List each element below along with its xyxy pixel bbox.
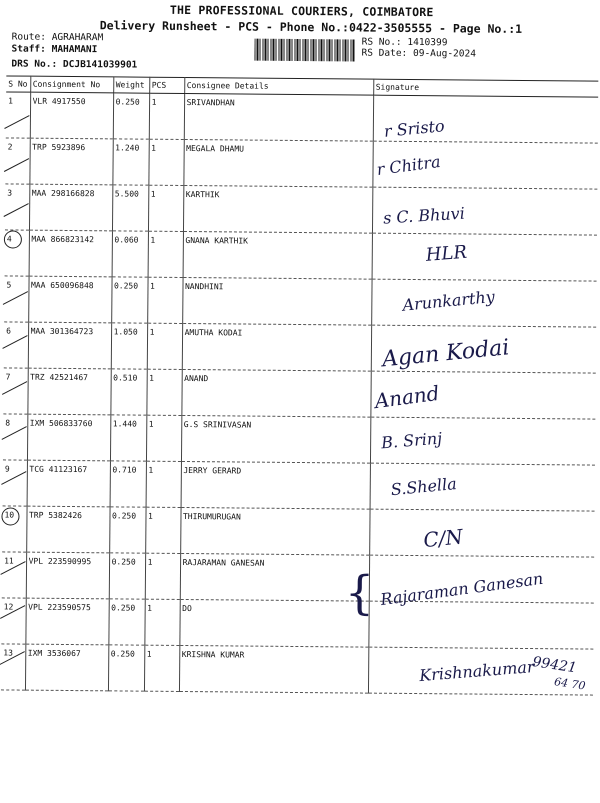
row-weight: 0.710 — [110, 461, 146, 507]
row-weight: 0.250 — [108, 645, 144, 691]
signature-10: C/N — [422, 524, 464, 553]
row-sno: 7 — [3, 368, 27, 414]
row-consignment: TRP 5382426 — [26, 506, 109, 553]
rs-date-label: RS Date: — [361, 47, 408, 59]
table-row — [5, 230, 597, 281]
row-weight: 0.250 — [113, 93, 149, 139]
signature-7: Anand — [373, 380, 441, 414]
table-row — [6, 92, 598, 143]
row-sno: 8 — [3, 414, 27, 460]
row-weight: 1.050 — [111, 323, 147, 369]
phone-note-1: 99421 — [531, 654, 578, 677]
barcode — [254, 39, 354, 62]
rs-date-value: 09-Aug-2024 — [412, 47, 477, 60]
table-row — [4, 276, 596, 327]
row-consignee: SRIVANDHAN — [184, 93, 373, 141]
signature-3: s C. Bhuvi — [382, 203, 466, 228]
drs-line — [11, 58, 137, 70]
row-consignment: MAA 298166828 — [29, 184, 112, 231]
row-consignee: GNANA KARTHIK — [183, 231, 372, 279]
circle-mark — [4, 230, 22, 248]
row-sno: 12 — [1, 598, 25, 644]
route-label: Route: — [11, 31, 47, 43]
row-consignee: KARTHIK — [183, 185, 372, 233]
row-weight: 5.500 — [112, 185, 148, 231]
row-consignment: IXM 506833760 — [27, 414, 110, 461]
row-consignee: JERRY GERARD — [181, 461, 370, 509]
col-pcs: PCS — [149, 77, 184, 93]
brace-mark: { — [344, 565, 375, 620]
staff-value: MAHAMANI — [51, 43, 98, 56]
row-consignment: MAA 301364723 — [28, 322, 111, 369]
rs-no-line — [362, 37, 448, 49]
row-pcs: 1 — [145, 553, 180, 599]
rs-date-line — [361, 48, 476, 60]
row-consignment: VPL 223590995 — [26, 552, 109, 599]
row-pcs: 1 — [146, 369, 181, 415]
row-consignment: MAA 650096848 — [28, 276, 111, 323]
row-consignee: THIRUMURUGAN — [180, 507, 369, 555]
row-consignee: AMUTHA KODAI — [182, 323, 371, 371]
table-row — [5, 138, 597, 189]
row-signature — [369, 509, 594, 557]
staff-label: Staff: — [11, 43, 46, 55]
row-sno: 13 — [1, 644, 25, 690]
row-consignment: VPL 223590575 — [25, 598, 108, 645]
row-consignee: ANAND — [181, 369, 370, 417]
row-weight: 0.250 — [111, 277, 147, 323]
signature-9: S.Shella — [389, 473, 458, 500]
row-pcs: 1 — [148, 185, 183, 231]
table-row — [1, 598, 593, 649]
table-row — [2, 506, 594, 557]
row-consignee: RAJARAMAN GANESAN — [180, 553, 369, 601]
rs-no-label: RS No.: — [361, 36, 402, 48]
row-sno: 6 — [4, 322, 28, 368]
row-pcs: 1 — [145, 507, 180, 553]
row-weight: 0.510 — [110, 369, 146, 415]
row-pcs: 1 — [146, 415, 181, 461]
row-weight: 1.440 — [110, 415, 146, 461]
rs-no-value: 1410399 — [407, 36, 448, 49]
signature-5: Arunkarthy — [401, 286, 496, 315]
row-weight: 0.060 — [112, 231, 148, 277]
row-pcs: 1 — [147, 277, 182, 323]
route-value: AGRAHARAM — [51, 31, 104, 44]
phone-note-2: 64 70 — [553, 675, 587, 693]
row-pcs: 1 — [148, 231, 183, 277]
row-pcs: 1 — [148, 139, 183, 185]
drs-label: DRS No.: — [11, 58, 58, 70]
row-consignee: G.S SRINIVASAN — [181, 415, 370, 463]
row-consignment: VLR 4917550 — [30, 92, 113, 139]
row-sno: 5 — [4, 276, 28, 322]
row-pcs: 1 — [147, 323, 182, 369]
col-weight: Weight — [113, 77, 149, 93]
row-sno: 4 — [5, 230, 29, 276]
table-row — [3, 368, 595, 419]
row-consignee: DO — [179, 599, 368, 647]
signature-11: Rajaraman Ganesan — [379, 568, 545, 610]
row-signature — [372, 233, 597, 281]
signature-8: B. Srinj — [380, 428, 443, 453]
route-line — [12, 31, 104, 43]
row-pcs: 1 — [144, 645, 179, 691]
row-weight: 0.250 — [109, 507, 145, 553]
signature-6: Agan Kodai — [381, 335, 511, 373]
row-pcs: 1 — [144, 599, 179, 645]
table-row — [3, 414, 595, 465]
row-consignee: NANDHINI — [182, 277, 371, 325]
drs-value: DCJB141039901 — [62, 58, 138, 71]
col-consignee: Consignee Details — [184, 77, 373, 95]
row-sno: 10 — [2, 506, 26, 552]
signature-13: Krishnakumar — [418, 657, 536, 686]
row-sno: 11 — [2, 552, 26, 598]
row-consignment: TRZ 42521467 — [27, 368, 110, 415]
table-row — [3, 460, 595, 511]
circle-mark — [1, 507, 19, 525]
row-consignment: TRP 5923896 — [29, 138, 112, 185]
row-weight: 0.250 — [108, 599, 144, 645]
row-consignment: TCG 41123167 — [27, 460, 110, 507]
row-consignee: MEGALA DHAMU — [183, 139, 372, 187]
signature-1: r Sristo — [383, 116, 446, 141]
row-sno: 9 — [3, 460, 27, 506]
table-row — [5, 184, 597, 235]
row-sno: 1 — [6, 92, 30, 138]
delivery-table — [1, 75, 598, 695]
company-title: THE PROFESSIONAL COURIERS, COIMBATORE — [169, 2, 434, 20]
col-signature: Signature — [373, 79, 598, 97]
signature-2: r Chitra — [375, 151, 442, 180]
row-consignment: IXM 3536067 — [25, 644, 108, 691]
row-consignment: MAA 866823142 — [29, 230, 112, 277]
col-sno: S No — [6, 76, 30, 92]
row-weight: 0.250 — [109, 553, 145, 599]
row-consignee: KRISHNA KUMAR — [179, 645, 368, 693]
runsheet-subtitle: Delivery Runsheet - PCS - Phone No.:0422-3505555 - Page No.:1 — [99, 18, 523, 36]
row-sno: 2 — [5, 138, 29, 184]
row-signature — [368, 601, 593, 649]
row-weight: 1.240 — [112, 139, 148, 185]
col-consignment: Consignment No — [30, 76, 113, 93]
staff-line — [12, 43, 98, 55]
row-pcs: 1 — [149, 93, 184, 139]
row-sno: 3 — [5, 184, 29, 230]
signature-4: HLR — [425, 241, 468, 266]
row-pcs: 1 — [146, 461, 181, 507]
